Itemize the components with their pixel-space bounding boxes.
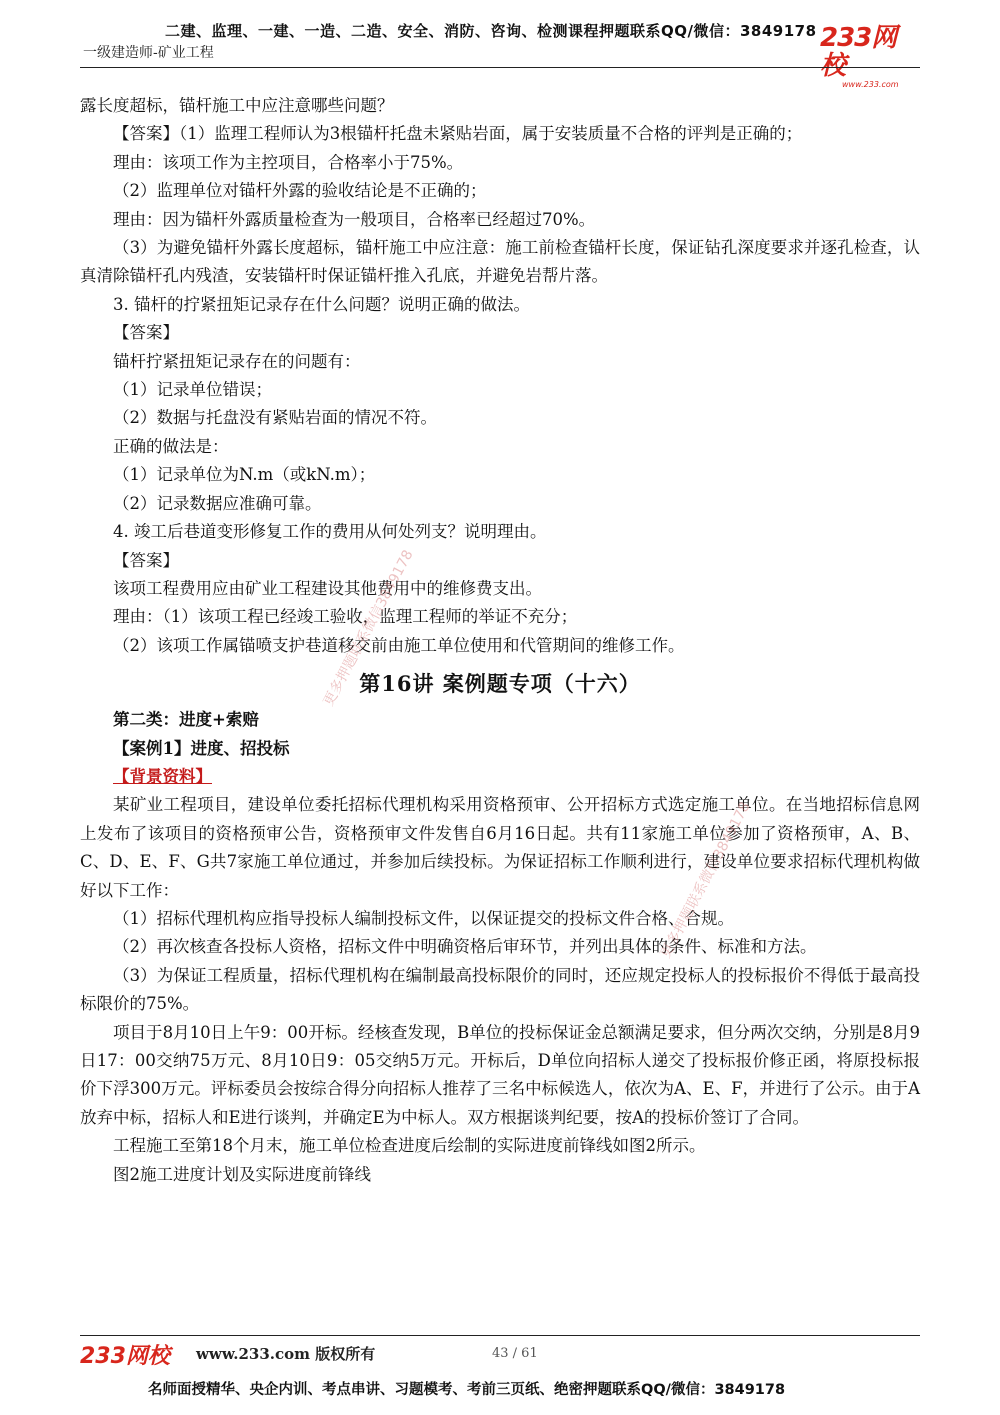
case-title: 【案例1】进度、招投标 xyxy=(113,738,290,758)
paragraph: 理由：该项工作为主控项目，合格率小于75%。 xyxy=(113,152,464,172)
paragraph: 露长度超标，锚杆施工中应注意哪些问题？ xyxy=(80,96,394,115)
paragraph: （2）再次核查各投标人资格，招标文件中明确资格后审环节，并列出具体的条件、标准和方法。 xyxy=(113,937,817,957)
paragraph: 工程施工至第18个月末，施工单位检查进度后绘制的实际进度前锋线如图2所示。 xyxy=(113,1136,706,1156)
watermark: 更多押题联系微信3849178 xyxy=(657,799,754,961)
header-banner: 二建、监理、一建、一造、二造、安全、消防、咨询、检测课程押题联系QQ/微信：3849178 xyxy=(165,22,817,40)
paragraph: （2）监理单位对锚杆外露的验收结论是不正确的； xyxy=(113,181,487,201)
category-heading: 第二类：进度+索赔 xyxy=(113,710,259,730)
footer-logo: 233网校 xyxy=(80,1344,170,1369)
answer-label: 【答案】 xyxy=(113,323,179,343)
document-subtitle: 一级建造师-矿业工程 xyxy=(83,45,214,61)
brand-logo xyxy=(820,23,920,89)
footer-banner: 名师面授精华、央企内训、考点串讲、习题模考、考前三页纸、绝密押题联系QQ/微信：3849178 xyxy=(148,1382,786,1398)
paragraph: （2）数据与托盘没有紧贴岩面的情况不符。 xyxy=(113,408,437,428)
background-label: 【背景资料】 xyxy=(113,766,212,786)
paragraph: （2）记录数据应准确可靠。 xyxy=(113,493,322,513)
paragraph: 某矿业工程项目，建设单位委托招标代理机构采用资格预审、公开招标方式选定施工单位。在当地招标信息网上发布了该项目的资格预审公告，资格预审文件发售自6月16日起。共有11家施工单位参加了资格预审，A、B、C、D、E、F、G共7家施工单位通过，并参加后续投标。为保证招标工作顺利进行，建设单位要求招标代理机构做好以下工作： xyxy=(80,795,920,900)
paragraph: （3）为保证工程质量，招标代理机构在编制最高投标限价的同时，还应规定投标人的投标报价不得低于最高投标限价的75%。 xyxy=(80,965,920,1014)
paragraph: （3）为避免锚杆外露长度超标，锚杆施工中应注意：施工前检查锚杆长度，保证钻孔深度要求并逐孔检查，认真清除锚杆孔内残渣，安装锚杆时保证锚杆推入孔底，并避免岩帮片落。 xyxy=(80,238,920,286)
header-divider xyxy=(80,67,920,68)
paragraph: 理由：因为锚杆外露质量检查为一般项目，合格率已经超过70%。 xyxy=(113,209,596,229)
watermark: 更多押题联系微信3849178 xyxy=(320,547,417,709)
paragraph: 该项工程费用应由矿业工程建设其他费用中的维修费支出。 xyxy=(113,578,542,598)
question: 3. 锚杆的拧紧扭矩记录存在什么问题？说明正确的做法。 xyxy=(113,294,530,314)
paragraph: 理由：（1）该项工程已经竣工验收，监理工程师的举证不充分； xyxy=(113,607,578,627)
paragraph: （2）该项工作属锚喷支护巷道移交前由施工单位使用和代管期间的维修工作。 xyxy=(113,635,685,655)
paragraph: （1）招标代理机构应指导投标人编制投标文件，以保证提交的投标文件合格、合规。 xyxy=(113,908,734,928)
paragraph: 项目于8月10日上午9：00开标。经核查发现，B单位的投标保证金总额满足要求，但分两次交纳，分别是8月9日17：00交纳75万元、8月10日9：05交纳5万元。开标后，D单位向招标人递交了投标报价修正函，将原投标报价下浮300万元。评标委员会按综合得分向招标人推荐了三名中标候选人，依次为A、E、F，并进行了公示。由于A放弃中标，招标人和E进行谈判，并确定E为中标人。双方根据谈判纪要，按A的投标价签订了合同。 xyxy=(80,1022,920,1127)
figure-caption: 图2施工进度计划及实际进度前锋线 xyxy=(113,1164,371,1184)
logo-url: www.233.com xyxy=(842,80,899,89)
logo-text: 233网校 xyxy=(820,23,897,81)
lecture-title: 第16讲 案例题专项（十六） xyxy=(359,671,641,697)
paragraph: （1）记录单位为N.m（或kN.m）； xyxy=(113,465,376,485)
paragraph: 【答案】（1）监理工程师认为3根锚杆托盘未紧贴岩面，属于安装质量不合格的评判是正确的； xyxy=(113,124,803,144)
answer-label: 【答案】 xyxy=(113,550,179,570)
footer-divider xyxy=(80,1335,920,1336)
question: 4. 竣工后巷道变形修复工作的费用从何处列支？说明理由。 xyxy=(113,522,547,542)
paragraph: 正确的做法是： xyxy=(113,436,229,456)
footer-copyright: www.233.com 版权所有 xyxy=(196,1345,376,1363)
paragraph: 锚杆拧紧扭矩记录存在的问题有： xyxy=(113,351,361,371)
page-content xyxy=(80,92,920,1189)
paragraph: （1）记录单位错误； xyxy=(113,380,272,400)
page-number: 43 / 61 xyxy=(492,1346,538,1361)
